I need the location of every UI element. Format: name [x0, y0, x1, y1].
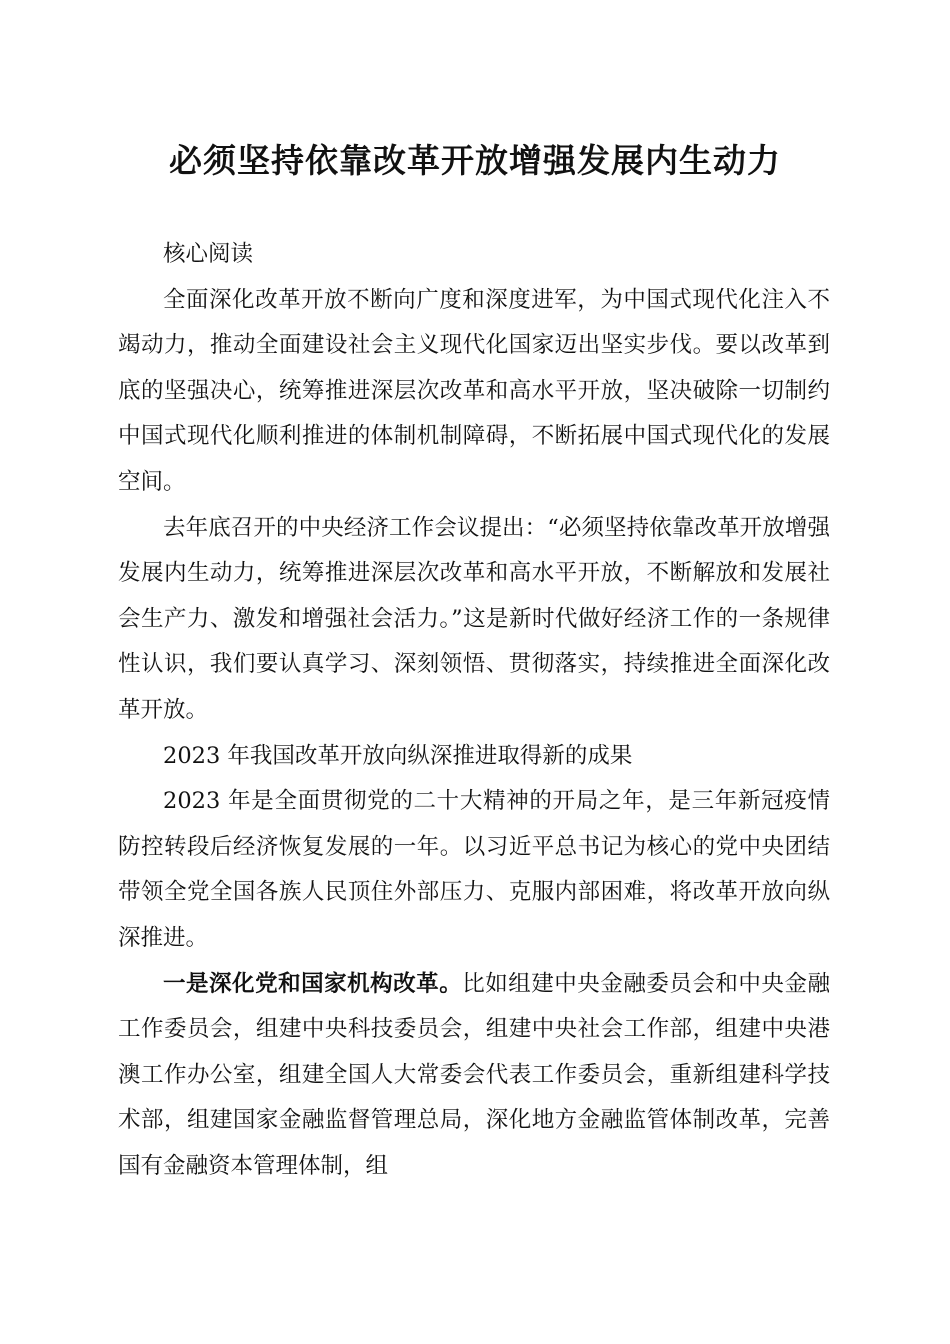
year-2023-paragraph: 2023 年是全面贯彻党的二十大精神的开局之年，是三年新冠疫情防控转段后经济恢复发展的一年。以习近平总书记为核心的党中央团结带领全党全国各族人民顶住外部压力、克服内部困难，将改革开放向纵深推进。 — [118, 788, 830, 951]
document-title: 必须坚持依靠改革开放增强发展内生动力 — [169, 141, 781, 180]
subheading: 2023 年我国改革开放向纵深推进取得新的成果 — [163, 742, 633, 769]
document-body — [118, 232, 830, 1189]
point-one-paragraph — [118, 962, 830, 1190]
point-one-lead: 一是深化党和国家机构改革。 — [163, 970, 463, 997]
meeting-paragraph: 去年底召开的中央经济工作会议提出：“必须坚持依靠改革开放增强发展内生动力，统筹推进深层次改革和高水平开放，不断解放和发展社会生产力、激发和增强社会活力。”这是新时代做好经济工作的一条规律性认识，我们要认真学习、深刻领悟、贯彻落实，持续推进全面深化改革开放。 — [118, 514, 830, 723]
section-label: 核心阅读 — [163, 241, 254, 267]
point-one-text: 比如组建中央金融委员会和中央金融工作委员会，组建中央科技委员会，组建中央社会工作部，组建中央港澳工作办公室，组建全国人大常委会代表工作委员会，重新组建科学技术部，组建国家金融监督管理总局，深化地方金融监管体制改革，完善国有金融资本管理体制，组 — [118, 970, 830, 1179]
summary-paragraph: 全面深化改革开放不断向广度和深度进军，为中国式现代化注入不竭动力，推动全面建设社会主义现代化国家迈出坚实步伐。要以改革到底的坚强决心，统筹推进深层次改革和高水平开放，坚决破除一切制约中国式现代化顺利推进的体制机制障碍，不断拓展中国式现代化的发展空间。 — [118, 286, 830, 495]
